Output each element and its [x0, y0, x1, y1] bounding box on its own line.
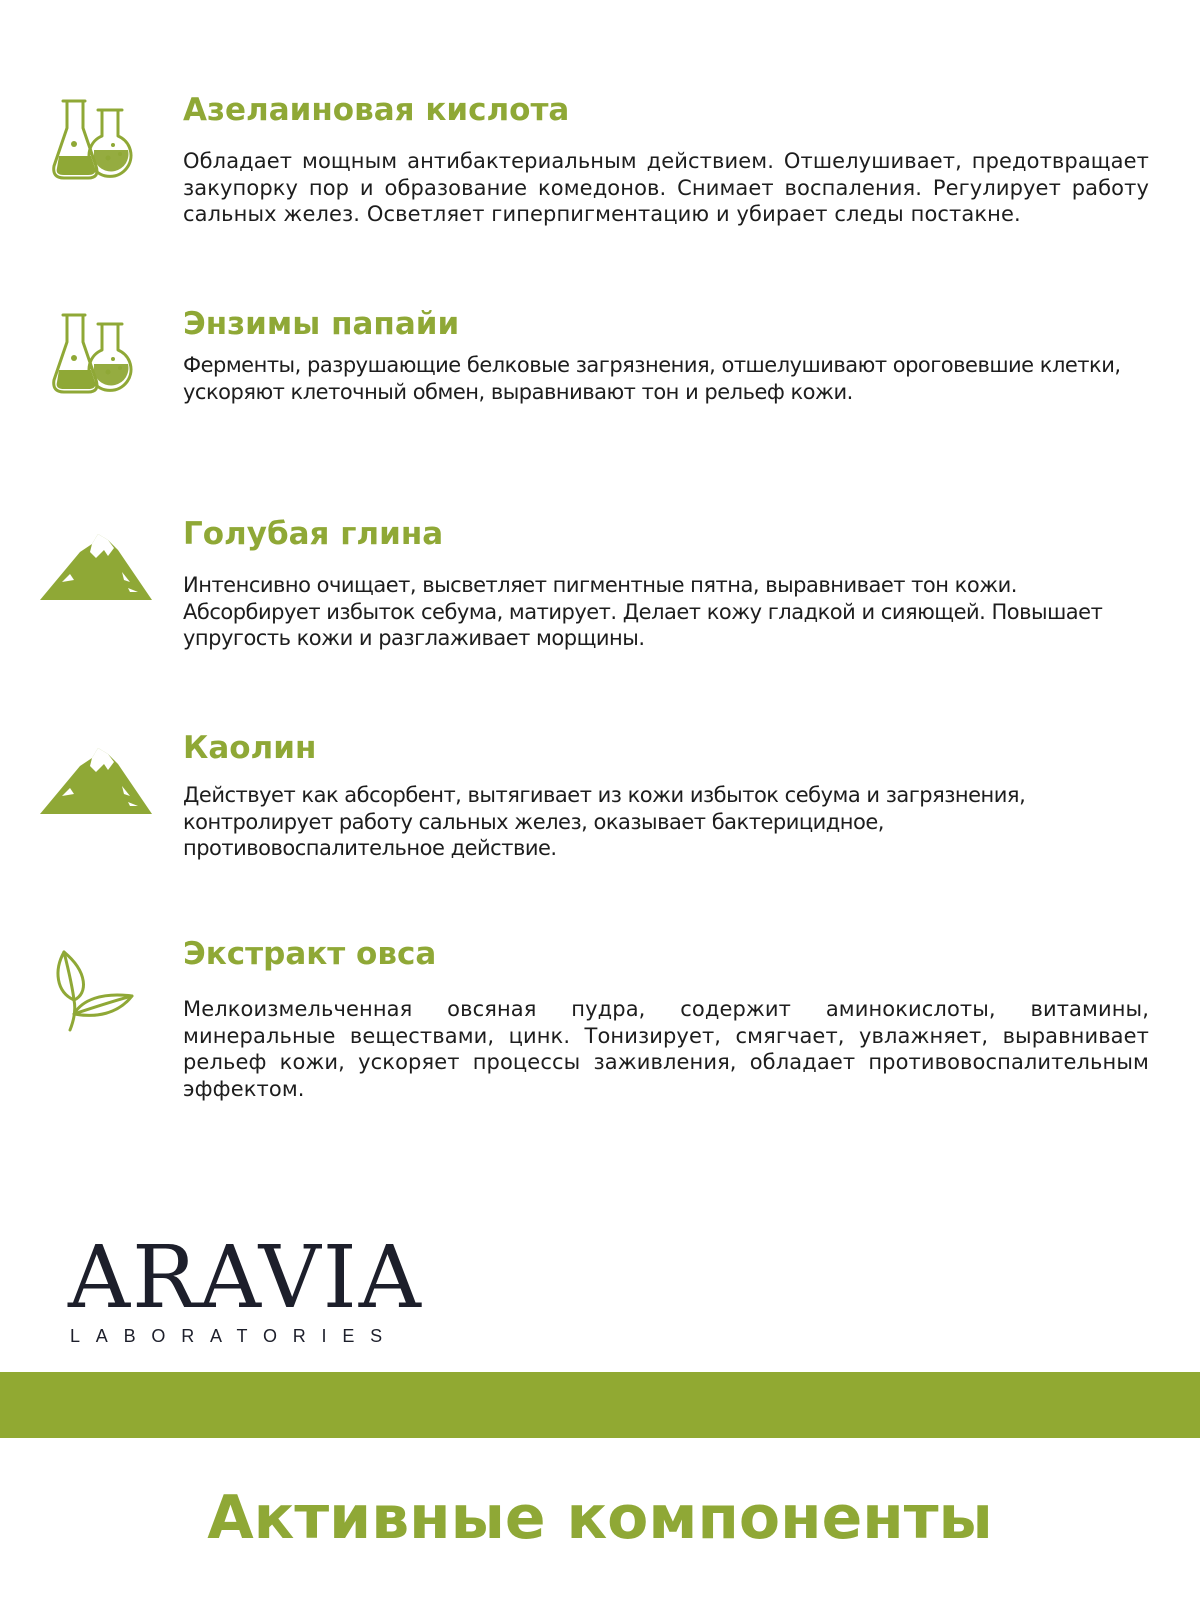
component-description: Интенсивно очищает, высветляет пигментные пятна, выравнивает тон кожи. Абсорбирует избыток себума, матирует. Делает кожу гладкой и сияющей. Повышает упругость кожи и разглаживает морщины. [183, 573, 1103, 650]
logo-wordmark: ARAVIA [68, 1228, 423, 1328]
component-title: Энзимы папайи [183, 306, 460, 342]
component-description: Действует как абсорбент, вытягивает из кожи избыток себума и загрязнения, контролирует работу сальных желез, оказывает бактерицидное, противовоспалительное действие. [183, 783, 1026, 860]
flasks-icon [50, 312, 142, 398]
flasks-icon [50, 98, 142, 184]
page-title: Активные компоненты [207, 1483, 993, 1553]
component-title: Экстракт овса [183, 936, 437, 972]
mountain-icon [38, 744, 154, 816]
component-title: Голубая глина [183, 516, 444, 552]
accent-band [0, 1372, 1200, 1438]
component-title: Каолин [183, 730, 317, 766]
leaf-sprout-icon [52, 948, 140, 1032]
component-description: Мелкоизмельченная овсяная пудра, содержит аминокислоты, витамины, минеральные веществами, цинк. Тонизирует, смягчает, увлажняет, выравнивает рельеф кожи, ускоряет процессы заживления, обладает противовоспалительным эффектом. [183, 997, 1149, 1101]
component-description: Ферменты, разрушающие белковые загрязнения, отшелушивают ороговевшие клетки, ускоряют клеточный обмен, выравнивают тон и рельеф кожи. [183, 353, 1121, 404]
component-description: Обладает мощным антибактериальным действием. Отшелушивает, предотвращает закупорку пор и образование комедонов. Снимает воспаления. Регулирует работу сальных желез. Осветляет гиперпигментацию и убирает следы постакне. [183, 149, 1149, 226]
component-title: Азелаиновая кислота [183, 92, 570, 128]
brand-logo [68, 1228, 423, 1352]
logo-subtitle: LABORATORIES [70, 1326, 398, 1346]
mountain-icon [38, 530, 154, 602]
